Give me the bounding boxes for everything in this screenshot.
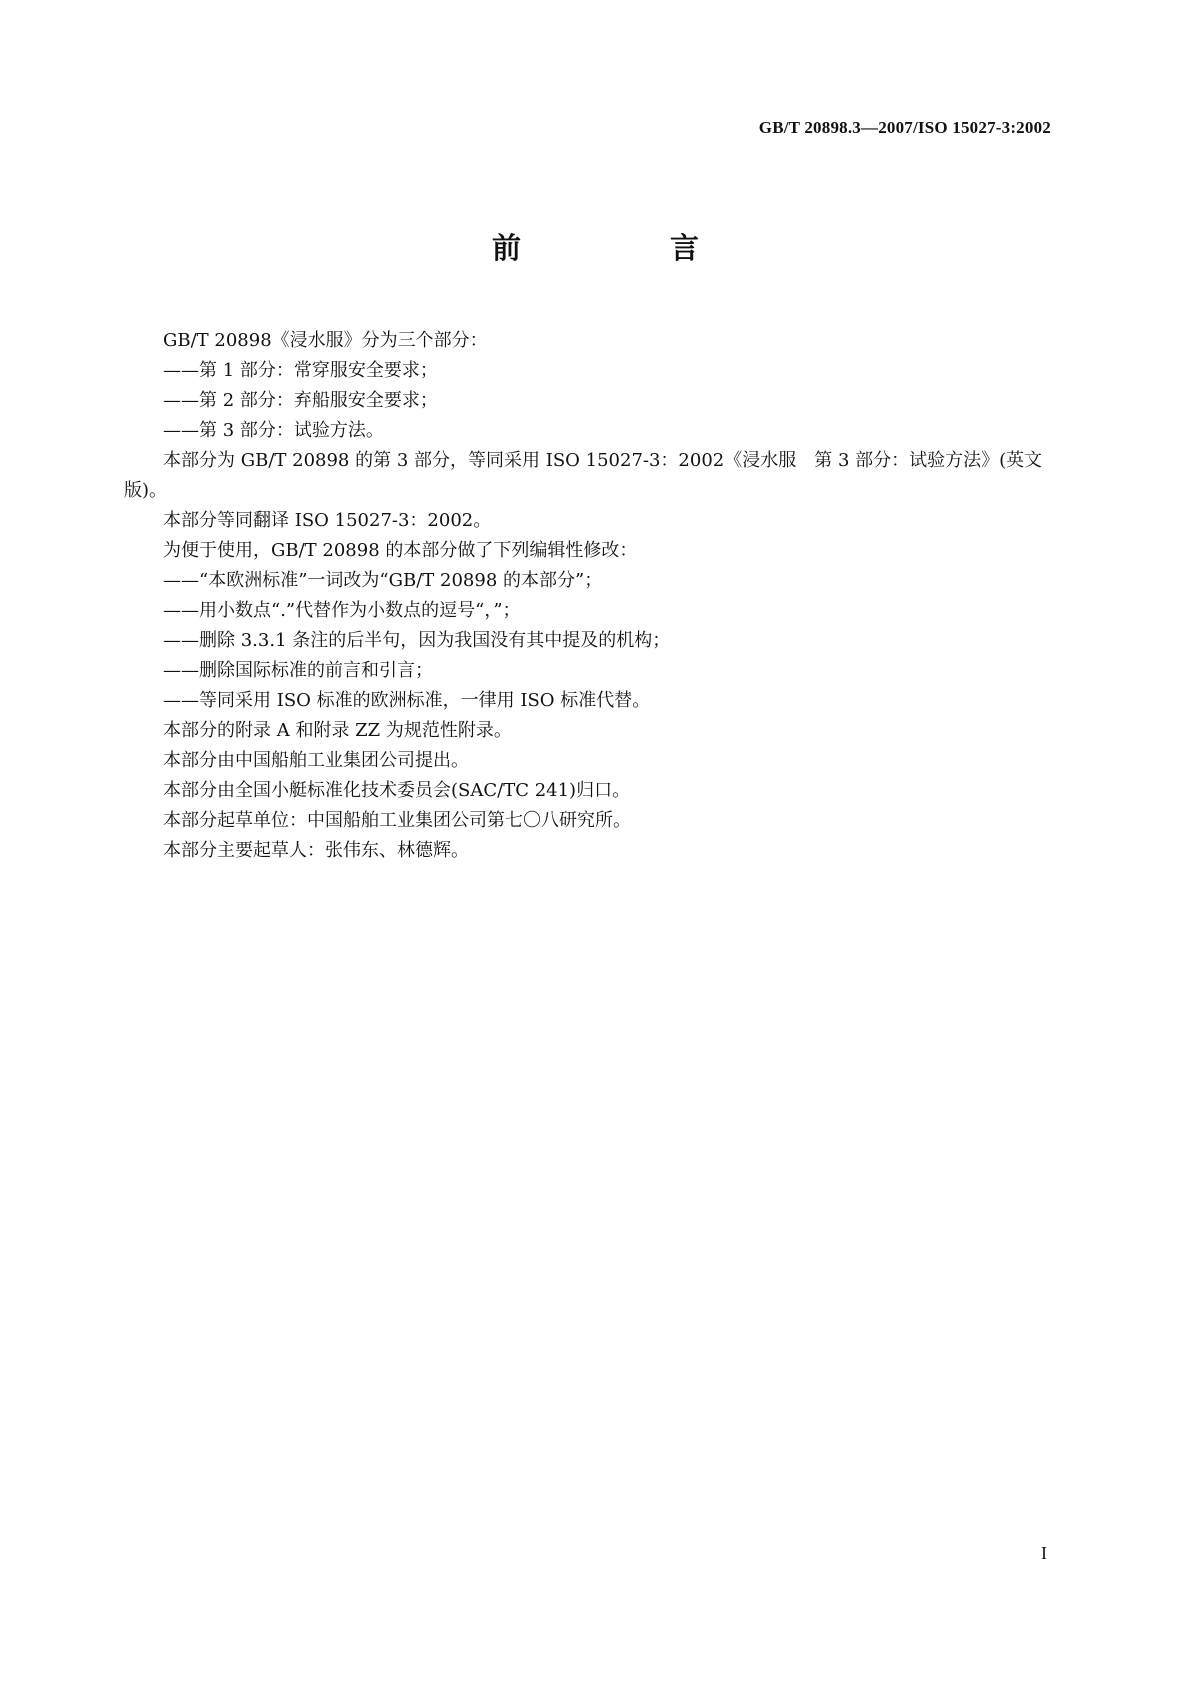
paragraph-editorial-intro: 为便于使用，GB/T 20898 的本部分做了下列编辑性修改：: [163, 540, 638, 561]
page-number: I: [1041, 1543, 1047, 1563]
list-item-part-3: ——第 3 部分：试验方法。: [163, 420, 384, 441]
page-title: 前 言: [491, 231, 759, 265]
paragraph-drafting-unit: 本部分起草单位：中国船舶工业集团公司第七〇八研究所。: [163, 810, 631, 831]
list-item-edit-1: ——“本欧洲标准”一词改为“GB/T 20898 的本部分”；: [163, 570, 603, 591]
list-item-part-1: ——第 1 部分：常穿服安全要求；: [163, 360, 438, 381]
paragraph-proposer: 本部分由中国船舶工业集团公司提出。: [163, 750, 469, 771]
list-item-edit-2: ——用小数点“.”代替作为小数点的逗号“，”；: [163, 600, 521, 621]
paragraph-intro: GB/T 20898《浸水服》分为三个部分：: [163, 330, 488, 351]
paragraph-committee: 本部分由全国小艇标准化技术委员会(SAC/TC 241)归口。: [163, 780, 631, 801]
paragraph-adoption: 本部分为 GB/T 20898 的第 3 部分，等同采用 ISO 15027-3：2002《浸水服 第 3 部分：试验方法》(英文版)。: [124, 450, 1043, 501]
paragraph-annexes: 本部分的附录 A 和附录 ZZ 为规范性附录。: [163, 720, 512, 741]
paragraph-translation: 本部分等同翻译 ISO 15027-3：2002。: [163, 510, 492, 531]
list-item-edit-4: ——删除国际标准的前言和引言；: [163, 660, 433, 681]
standard-number-header: GB/T 20898.3—2007/ISO 15027-3:2002: [758, 118, 1051, 137]
foreword-body: [124, 326, 1064, 866]
paragraph-drafters: 本部分主要起草人：张伟东、林德辉。: [163, 840, 469, 861]
list-item-edit-3: ——删除 3.3.1 条注的后半句，因为我国没有其中提及的机构；: [163, 630, 671, 651]
list-item-part-2: ——第 2 部分：弃船服安全要求；: [163, 390, 438, 411]
list-item-edit-5: ——等同采用 ISO 标准的欧洲标准，一律用 ISO 标准代替。: [163, 690, 651, 711]
